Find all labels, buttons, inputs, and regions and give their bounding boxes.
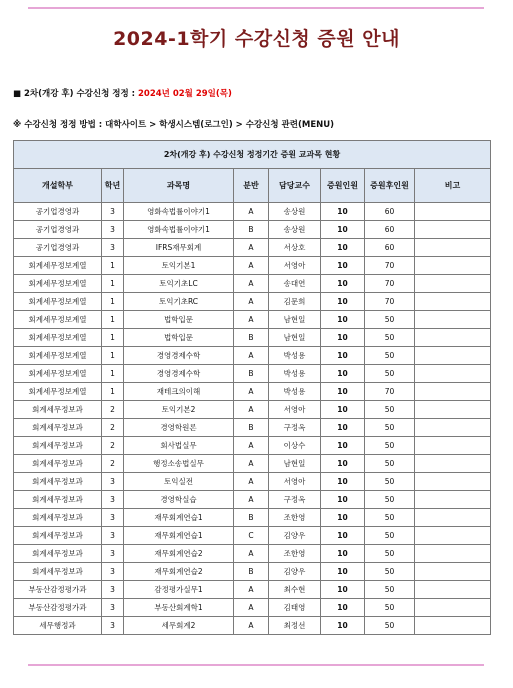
cell-increase: 10 <box>321 203 365 221</box>
cell-course: 재무회계연습1 <box>124 527 234 545</box>
cell-department: 회계세무정보계열 <box>14 293 102 311</box>
cell-remarks <box>415 581 491 599</box>
cell-section: A <box>234 473 269 491</box>
cell-increase: 10 <box>321 527 365 545</box>
cell-increase: 10 <box>321 599 365 617</box>
cell-remarks <box>415 221 491 239</box>
cell-section: A <box>234 599 269 617</box>
cell-department: 회계세무정보과 <box>14 527 102 545</box>
cell-professor: 김양우 <box>269 527 321 545</box>
table-row <box>14 329 491 347</box>
cell-after-increase: 50 <box>365 473 415 491</box>
header-year: 학년 <box>102 169 124 203</box>
table-header-row <box>14 169 491 203</box>
cell-course: 세무회계2 <box>124 617 234 635</box>
cell-increase: 10 <box>321 473 365 491</box>
cell-course: 경영학원론 <box>124 419 234 437</box>
cell-course: 재무회계연습2 <box>124 563 234 581</box>
cell-increase: 10 <box>321 221 365 239</box>
cell-remarks <box>415 473 491 491</box>
cell-after-increase: 50 <box>365 419 415 437</box>
cell-year: 3 <box>102 221 124 239</box>
cell-remarks <box>415 401 491 419</box>
cell-professor: 송상원 <box>269 203 321 221</box>
cell-professor: 남현일 <box>269 311 321 329</box>
cell-after-increase: 50 <box>365 563 415 581</box>
cell-department: 부동산감정평가과 <box>14 581 102 599</box>
cell-course: 회사법실무 <box>124 437 234 455</box>
cell-year: 3 <box>102 545 124 563</box>
cell-department: 공기업경영과 <box>14 239 102 257</box>
cell-remarks <box>415 509 491 527</box>
cell-course: 부동산회계학1 <box>124 599 234 617</box>
cell-remarks <box>415 329 491 347</box>
cell-after-increase: 70 <box>365 293 415 311</box>
cell-professor: 박성용 <box>269 347 321 365</box>
cell-professor: 구정옥 <box>269 419 321 437</box>
cell-after-increase: 70 <box>365 257 415 275</box>
cell-increase: 10 <box>321 365 365 383</box>
table-row <box>14 581 491 599</box>
cell-course: 토익기초LC <box>124 275 234 293</box>
table-row <box>14 221 491 239</box>
table-row <box>14 563 491 581</box>
notice-line <box>13 87 232 99</box>
table-row <box>14 293 491 311</box>
cell-department: 회계세무정보과 <box>14 491 102 509</box>
cell-year: 3 <box>102 491 124 509</box>
cell-remarks <box>415 545 491 563</box>
cell-year: 3 <box>102 509 124 527</box>
cell-year: 1 <box>102 329 124 347</box>
enrollment-table <box>13 140 491 635</box>
cell-professor: 최수현 <box>269 581 321 599</box>
cell-professor: 서영아 <box>269 401 321 419</box>
cell-increase: 10 <box>321 311 365 329</box>
cell-course: 재무회계연습2 <box>124 545 234 563</box>
cell-section: B <box>234 509 269 527</box>
cell-section: A <box>234 239 269 257</box>
cell-after-increase: 50 <box>365 365 415 383</box>
table-row <box>14 599 491 617</box>
cell-year: 2 <box>102 455 124 473</box>
cell-remarks <box>415 203 491 221</box>
table-caption: 2차(개강 후) 수강신청 정정기간 증원 교과목 현황 <box>14 141 491 169</box>
method-mark: ※ <box>13 120 22 130</box>
cell-year: 1 <box>102 365 124 383</box>
cell-remarks <box>415 257 491 275</box>
cell-remarks <box>415 239 491 257</box>
cell-year: 3 <box>102 563 124 581</box>
cell-department: 회계세무정보과 <box>14 401 102 419</box>
cell-section: A <box>234 617 269 635</box>
cell-section: A <box>234 257 269 275</box>
table-row <box>14 311 491 329</box>
cell-increase: 10 <box>321 347 365 365</box>
cell-section: A <box>234 311 269 329</box>
cell-section: A <box>234 491 269 509</box>
cell-course: 감정평가실무1 <box>124 581 234 599</box>
cell-increase: 10 <box>321 617 365 635</box>
table-row <box>14 275 491 293</box>
cell-remarks <box>415 419 491 437</box>
cell-remarks <box>415 347 491 365</box>
cell-department: 공기업경영과 <box>14 203 102 221</box>
cell-department: 회계세무정보계열 <box>14 311 102 329</box>
cell-department: 회계세무정보계열 <box>14 329 102 347</box>
cell-after-increase: 70 <box>365 383 415 401</box>
table-row <box>14 509 491 527</box>
cell-increase: 10 <box>321 437 365 455</box>
cell-increase: 10 <box>321 239 365 257</box>
cell-department: 회계세무정보계열 <box>14 257 102 275</box>
cell-department: 회계세무정보계열 <box>14 275 102 293</box>
cell-section: B <box>234 329 269 347</box>
cell-remarks <box>415 383 491 401</box>
cell-increase: 10 <box>321 275 365 293</box>
cell-year: 1 <box>102 257 124 275</box>
cell-after-increase: 60 <box>365 203 415 221</box>
table-row <box>14 203 491 221</box>
cell-section: A <box>234 545 269 563</box>
table-row <box>14 473 491 491</box>
table-row <box>14 617 491 635</box>
cell-course: 행정소송법실무 <box>124 455 234 473</box>
cell-after-increase: 50 <box>365 617 415 635</box>
cell-professor: 조한영 <box>269 509 321 527</box>
cell-professor: 송대연 <box>269 275 321 293</box>
cell-professor: 구정옥 <box>269 491 321 509</box>
cell-course: 법학입문 <box>124 311 234 329</box>
cell-department: 회계세무정보계열 <box>14 347 102 365</box>
cell-section: A <box>234 455 269 473</box>
cell-course: 재무회계연습1 <box>124 509 234 527</box>
cell-course: 토익실전 <box>124 473 234 491</box>
cell-remarks <box>415 491 491 509</box>
cell-year: 2 <box>102 437 124 455</box>
cell-section: B <box>234 419 269 437</box>
cell-section: A <box>234 401 269 419</box>
cell-after-increase: 50 <box>365 581 415 599</box>
table-body <box>14 203 491 635</box>
cell-section: B <box>234 365 269 383</box>
cell-professor: 서상호 <box>269 239 321 257</box>
cell-section: A <box>234 581 269 599</box>
table-row <box>14 383 491 401</box>
cell-after-increase: 50 <box>365 455 415 473</box>
cell-remarks <box>415 563 491 581</box>
cell-professor: 남현일 <box>269 329 321 347</box>
cell-after-increase: 50 <box>365 311 415 329</box>
cell-course: 영화속법률이야기1 <box>124 203 234 221</box>
cell-remarks <box>415 527 491 545</box>
cell-section: A <box>234 383 269 401</box>
bottom-divider <box>28 664 484 666</box>
cell-after-increase: 50 <box>365 401 415 419</box>
cell-year: 3 <box>102 473 124 491</box>
cell-after-increase: 50 <box>365 545 415 563</box>
cell-year: 3 <box>102 239 124 257</box>
cell-after-increase: 50 <box>365 527 415 545</box>
cell-year: 1 <box>102 383 124 401</box>
table-row <box>14 455 491 473</box>
table-row <box>14 419 491 437</box>
cell-remarks <box>415 617 491 635</box>
cell-after-increase: 50 <box>365 437 415 455</box>
cell-remarks <box>415 311 491 329</box>
cell-department: 세무행정과 <box>14 617 102 635</box>
cell-remarks <box>415 599 491 617</box>
cell-department: 회계세무정보과 <box>14 563 102 581</box>
cell-increase: 10 <box>321 581 365 599</box>
header-remarks: 비고 <box>415 169 491 203</box>
header-after-increase: 증원후인원 <box>365 169 415 203</box>
cell-department: 회계세무정보과 <box>14 419 102 437</box>
cell-remarks <box>415 293 491 311</box>
cell-course: 경영경제수학 <box>124 365 234 383</box>
cell-after-increase: 70 <box>365 275 415 293</box>
header-increase: 증원인원 <box>321 169 365 203</box>
table-row <box>14 239 491 257</box>
cell-year: 3 <box>102 527 124 545</box>
cell-course: 영화속법률이야기1 <box>124 221 234 239</box>
cell-professor: 서영아 <box>269 257 321 275</box>
cell-department: 회계세무정보계열 <box>14 383 102 401</box>
cell-after-increase: 50 <box>365 599 415 617</box>
cell-department: 회계세무정보과 <box>14 473 102 491</box>
cell-increase: 10 <box>321 563 365 581</box>
cell-section: C <box>234 527 269 545</box>
header-course: 과목명 <box>124 169 234 203</box>
table-row <box>14 527 491 545</box>
cell-course: 경영경제수학 <box>124 347 234 365</box>
table-row <box>14 365 491 383</box>
cell-remarks <box>415 365 491 383</box>
table-row <box>14 437 491 455</box>
cell-after-increase: 50 <box>365 509 415 527</box>
table-row <box>14 401 491 419</box>
cell-increase: 10 <box>321 455 365 473</box>
cell-course: 토익기본1 <box>124 257 234 275</box>
top-divider <box>28 7 484 9</box>
cell-after-increase: 60 <box>365 221 415 239</box>
table-row <box>14 347 491 365</box>
notice-date: 2024년 02월 29일(목) <box>138 89 232 99</box>
cell-after-increase: 50 <box>365 347 415 365</box>
header-section: 분반 <box>234 169 269 203</box>
cell-increase: 10 <box>321 293 365 311</box>
cell-section: A <box>234 347 269 365</box>
cell-section: A <box>234 203 269 221</box>
cell-year: 3 <box>102 617 124 635</box>
cell-department: 공기업경영과 <box>14 221 102 239</box>
cell-year: 1 <box>102 347 124 365</box>
cell-professor: 서영아 <box>269 473 321 491</box>
cell-professor: 최정선 <box>269 617 321 635</box>
cell-section: A <box>234 275 269 293</box>
cell-course: 법학입문 <box>124 329 234 347</box>
cell-remarks <box>415 275 491 293</box>
method-text: 수강신청 정정 방법 : 대학사이트 > 학생시스템(로그인) > 수강신청 관련(MENU) <box>24 120 335 130</box>
cell-increase: 10 <box>321 419 365 437</box>
cell-section: B <box>234 563 269 581</box>
header-professor: 담당교수 <box>269 169 321 203</box>
cell-increase: 10 <box>321 383 365 401</box>
cell-section: A <box>234 437 269 455</box>
table-row <box>14 257 491 275</box>
cell-increase: 10 <box>321 257 365 275</box>
cell-professor: 송상원 <box>269 221 321 239</box>
cell-course: 재테크의이해 <box>124 383 234 401</box>
cell-department: 회계세무정보과 <box>14 509 102 527</box>
method-line <box>13 118 334 130</box>
cell-after-increase: 50 <box>365 491 415 509</box>
cell-year: 2 <box>102 419 124 437</box>
cell-professor: 남현일 <box>269 455 321 473</box>
cell-increase: 10 <box>321 509 365 527</box>
cell-after-increase: 50 <box>365 329 415 347</box>
cell-remarks <box>415 455 491 473</box>
cell-department: 회계세무정보과 <box>14 545 102 563</box>
cell-course: 토익기본2 <box>124 401 234 419</box>
cell-professor: 김태영 <box>269 599 321 617</box>
cell-department: 회계세무정보과 <box>14 455 102 473</box>
cell-year: 2 <box>102 401 124 419</box>
page-title: 2024-1학기 수강신청 증원 안내 <box>113 28 400 50</box>
cell-increase: 10 <box>321 545 365 563</box>
cell-year: 1 <box>102 275 124 293</box>
header-department: 개설학부 <box>14 169 102 203</box>
notice-bullet: ■ <box>13 89 22 99</box>
table-row <box>14 491 491 509</box>
cell-professor: 박성용 <box>269 383 321 401</box>
cell-course: IFRS재무회계 <box>124 239 234 257</box>
cell-course: 토익기초RC <box>124 293 234 311</box>
cell-year: 3 <box>102 599 124 617</box>
cell-course: 경영학실습 <box>124 491 234 509</box>
cell-department: 회계세무정보계열 <box>14 365 102 383</box>
cell-professor: 박성용 <box>269 365 321 383</box>
cell-year: 3 <box>102 203 124 221</box>
cell-year: 1 <box>102 311 124 329</box>
cell-department: 회계세무정보과 <box>14 437 102 455</box>
cell-section: A <box>234 293 269 311</box>
cell-increase: 10 <box>321 329 365 347</box>
cell-department: 부동산감정평가과 <box>14 599 102 617</box>
cell-year: 1 <box>102 293 124 311</box>
cell-professor: 이상수 <box>269 437 321 455</box>
cell-professor: 김문희 <box>269 293 321 311</box>
notice-label: 2차(개강 후) 수강신청 정정 : <box>24 89 138 99</box>
cell-year: 3 <box>102 581 124 599</box>
cell-professor: 조한영 <box>269 545 321 563</box>
cell-professor: 김양우 <box>269 563 321 581</box>
cell-section: B <box>234 221 269 239</box>
cell-remarks <box>415 437 491 455</box>
cell-increase: 10 <box>321 401 365 419</box>
cell-increase: 10 <box>321 491 365 509</box>
cell-after-increase: 60 <box>365 239 415 257</box>
table-row <box>14 545 491 563</box>
